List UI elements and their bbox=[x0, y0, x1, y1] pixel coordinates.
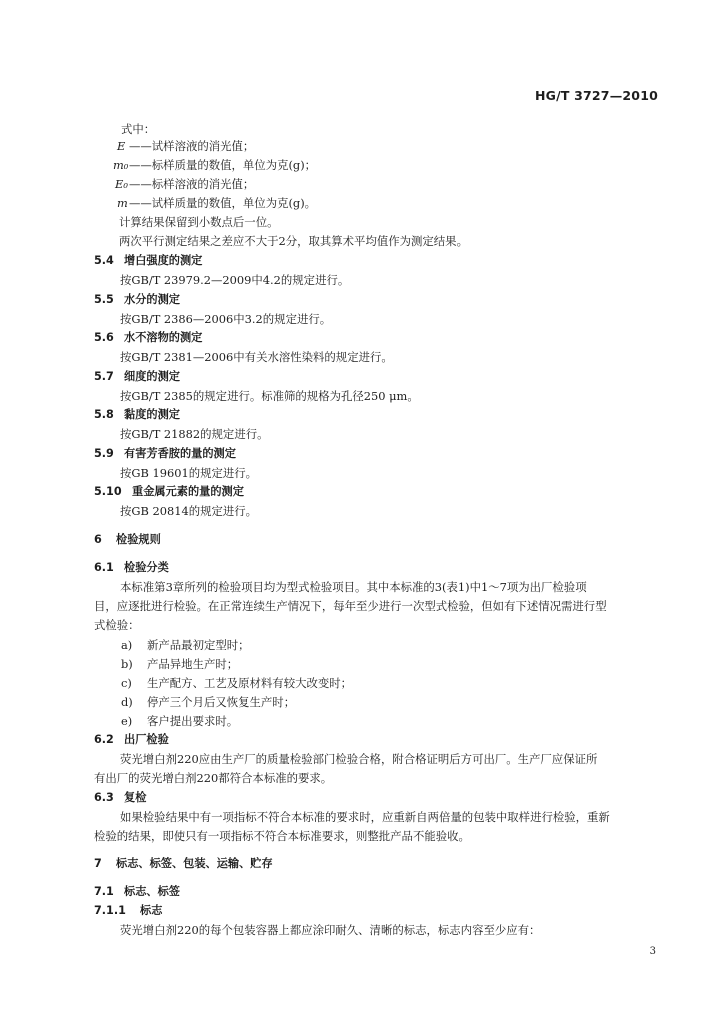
section-heading: 5.10 重金属元素的量的测定 bbox=[94, 485, 244, 498]
list-item: b) 产品异地生产时； bbox=[121, 657, 239, 671]
section-heading: 7.1.1 标志 bbox=[94, 904, 163, 917]
rounding-note: 计算结果保留到小数点后一位。 bbox=[119, 215, 279, 229]
section-body: 按GB/T 2386—2006中3.2的规定进行。 bbox=[120, 312, 332, 326]
section-heading: 6.1 检验分类 bbox=[94, 561, 169, 574]
section-heading: 5.5 水分的测定 bbox=[94, 293, 180, 306]
legend-symbol: E₀ bbox=[115, 177, 128, 191]
paragraph-line: 目，应逐批进行检验。在正常连续生产情况下，每年至少进行一次型式检验，但如有下述情况需进行型 bbox=[94, 599, 607, 613]
section-body: 按GB 20814的规定进行。 bbox=[120, 504, 258, 518]
page-number: 3 bbox=[649, 946, 656, 957]
paragraph-line: 有出厂的荧光增白剂220都符合本标准的要求。 bbox=[94, 771, 333, 785]
list-item: e) 客户提出要求时。 bbox=[121, 714, 239, 728]
section-heading: 5.8 黏度的测定 bbox=[94, 408, 180, 421]
legend-item bbox=[117, 195, 316, 211]
chapter-heading: 7 标志、标签、包装、运输、贮存 bbox=[94, 857, 273, 870]
section-heading: 5.4 增白强度的测定 bbox=[94, 254, 203, 267]
legend-item bbox=[113, 157, 316, 173]
standard-code: HG/T 3727—2010 bbox=[534, 88, 658, 103]
legend-symbol: E bbox=[117, 139, 126, 153]
list-item: c) 生产配方、工艺及原材料有较大改变时； bbox=[121, 676, 353, 690]
paragraph-line: 荧光增白剂220应由生产厂的质量检验部门检验合格，附合格证明后方可出厂。生产厂应保证所 bbox=[120, 752, 598, 766]
legend-symbol: m bbox=[117, 196, 128, 210]
parallel-note: 两次平行测定结果之差应不大于2分，取其算术平均值作为测定结果。 bbox=[119, 234, 468, 248]
section-body: 按GB/T 2385的规定进行。标准筛的规格为孔径250 μm。 bbox=[120, 389, 419, 403]
section-heading: 7.1 标志、标签 bbox=[94, 885, 180, 898]
list-item: d) 停产三个月后又恢复生产时； bbox=[121, 695, 296, 709]
legend-symbol: m₀ bbox=[113, 158, 129, 172]
legend-item bbox=[117, 138, 254, 154]
list-item: a) 新产品最初定型时； bbox=[121, 638, 250, 652]
paragraph-line: 本标准第3章所列的检验项目均为型式检验项目。其中本标准的3(表1)中1～7项为出厂检验项 bbox=[120, 580, 587, 594]
paragraph-line: 荧光增白剂220的每个包装容器上都应涂印耐久、清晰的标志，标志内容至少应有： bbox=[120, 923, 541, 937]
section-heading: 5.6 水不溶物的测定 bbox=[94, 331, 203, 344]
section-body: 按GB/T 21882的规定进行。 bbox=[120, 427, 269, 441]
legend-text: ——试样质量的数值，单位为克(g)。 bbox=[129, 196, 317, 210]
legend-text: ——试样溶液的消光值； bbox=[129, 139, 255, 153]
chapter-heading: 6 检验规则 bbox=[94, 533, 161, 546]
formula-intro: 式中： bbox=[121, 122, 156, 136]
section-heading: 6.2 出厂检验 bbox=[94, 733, 169, 746]
legend-text: ——标样溶液的消光值； bbox=[129, 177, 255, 191]
legend-item bbox=[115, 176, 254, 192]
section-body: 按GB/T 2381—2006中有关水溶性染料的规定进行。 bbox=[120, 350, 393, 364]
section-heading: 5.9 有害芳香胺的量的测定 bbox=[94, 447, 236, 460]
paragraph-line: 检验的结果，即使只有一项指标不符合本标准要求，则整批产品不能验收。 bbox=[94, 829, 470, 843]
paragraph-line: 式检验： bbox=[94, 618, 140, 632]
section-body: 按GB 19601的规定进行。 bbox=[120, 466, 258, 480]
section-heading: 6.3 复检 bbox=[94, 791, 147, 804]
legend-text: ——标样质量的数值，单位为克(g)； bbox=[129, 158, 317, 172]
section-body: 按GB/T 23979.2—2009中4.2的规定进行。 bbox=[120, 273, 350, 287]
section-heading: 5.7 细度的测定 bbox=[94, 370, 180, 383]
paragraph-line: 如果检验结果中有一项指标不符合本标准的要求时，应重新自两倍量的包装中取样进行检验，重新 bbox=[120, 810, 610, 824]
